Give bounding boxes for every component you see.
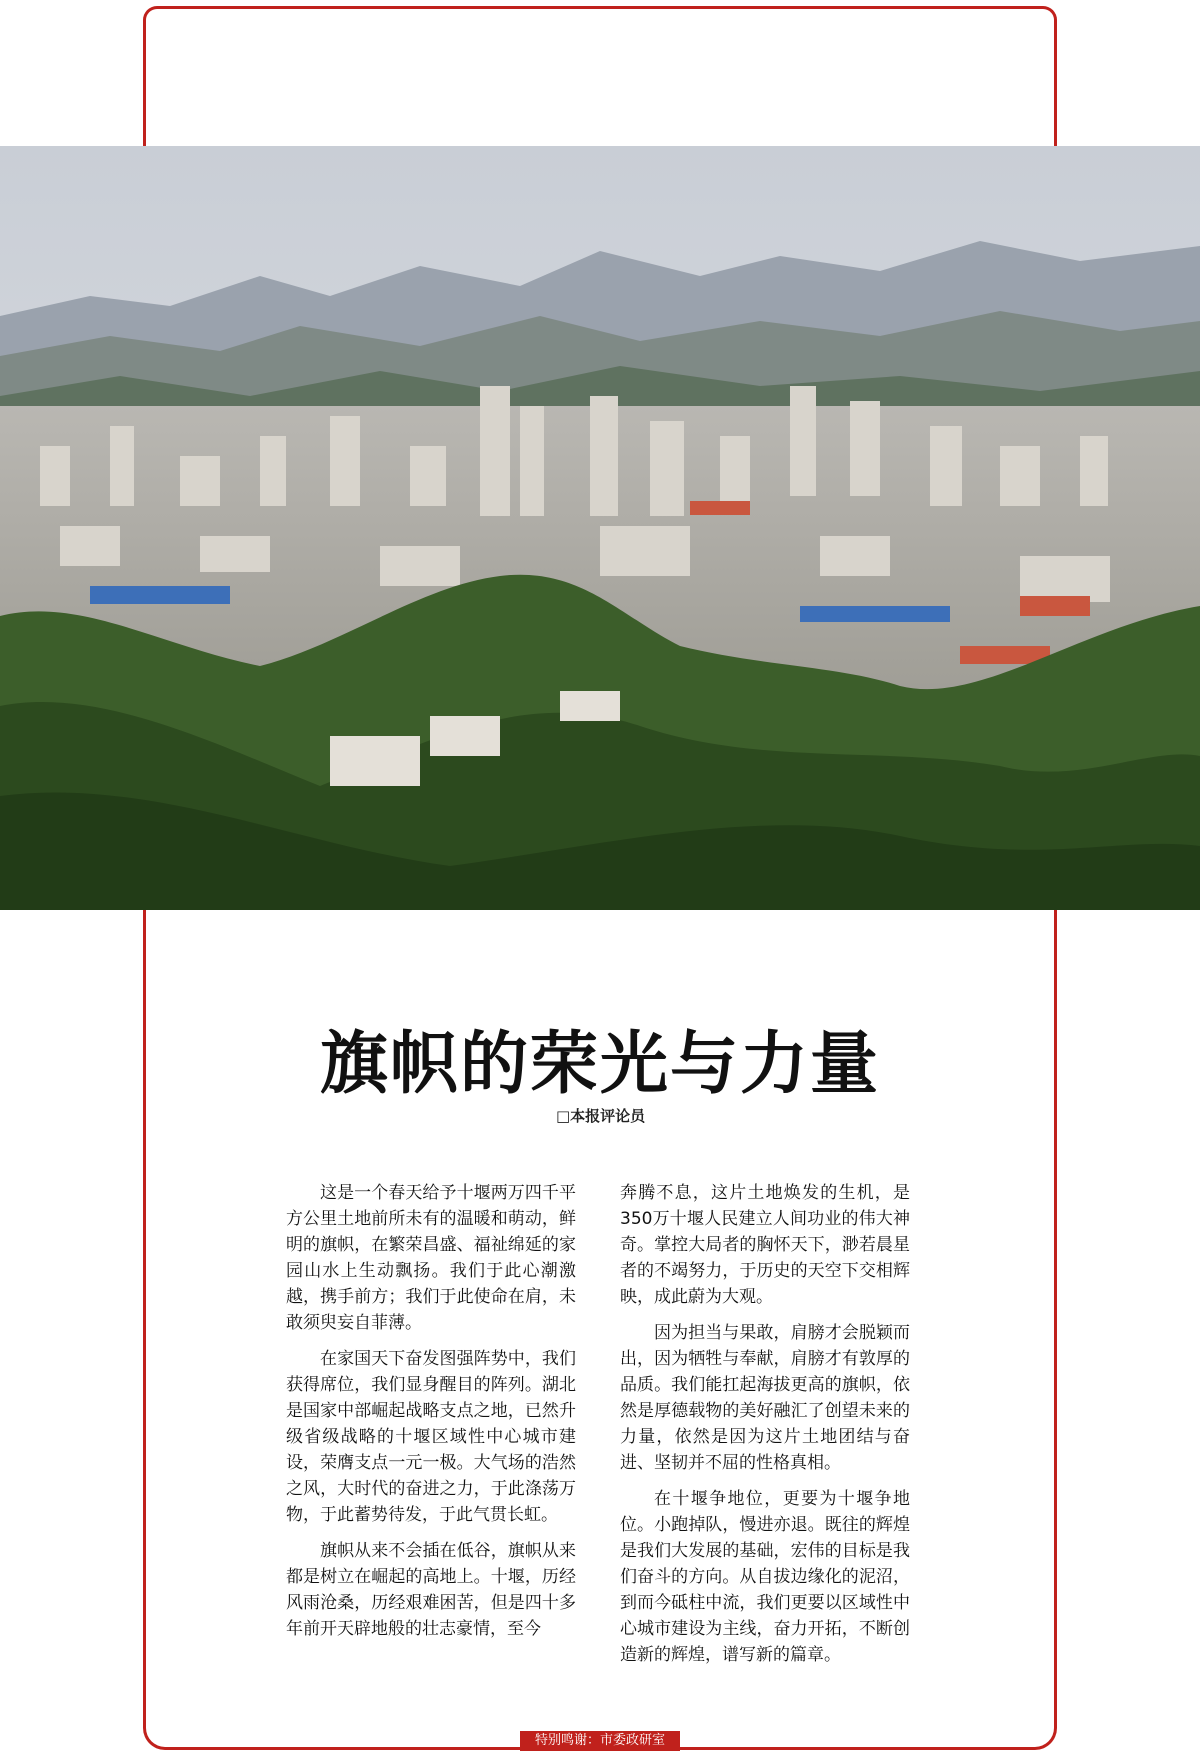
paragraph: 在家国天下奋发图强阵势中，我们获得席位，我们显身醒目的阵列。湖北是国家中部崛起战略支点之地，已然升级省级战略的十堰区域性中心城市建设，荣膺支点一元一极。大气场的浩然之风，大时代的奋进之力，于此涤荡万物，于此蓄势待发，于此气贯长虹。 xyxy=(286,1349,576,1525)
paragraph: 奔腾不息，这片土地焕发的生机，是350万十堰人民建立人间功业的伟大神奇。掌控大局者的胸怀天下，渺若晨星者的不竭努力，于历史的天空下交相辉映，成此蔚为大观。 xyxy=(620,1183,910,1307)
page-frame-top xyxy=(143,6,1057,146)
paragraph: 因为担当与果敢，肩膀才会脱颖而出，因为牺牲与奉献，肩膀才有敦厚的品质。我们能扛起海拔更高的旗帜，依然是厚德载物的美好融汇了创望未来的力量，依然是因为这片土地团结与奋进、坚韧并不屈的性格真相。 xyxy=(620,1323,910,1473)
acknowledgment-badge: 特别鸣谢：市委政研室 xyxy=(520,1731,680,1751)
city-panorama-photo xyxy=(0,146,1200,910)
paragraph: 旗帜从来不会插在低谷，旗帜从来都是树立在崛起的高地上。十堰，历经风雨沧桑，历经艰难困苦，但是四十多年前开天辟地般的壮志豪情，至今 xyxy=(286,1541,576,1639)
paragraph: 在十堰争地位，更要为十堰争地位。小跑掉队，慢进亦退。既往的辉煌是我们大发展的基础，宏伟的目标是我们奋斗的方向。从自拔边缘化的泥沼，到而今砥柱中流，我们更要以区域性中心城市建设为主线，奋力开拓，不断创造新的辉煌，谱写新的篇章。 xyxy=(620,1489,910,1665)
article-body-left-column xyxy=(286,1180,576,1652)
article-byline: □本报评论员 xyxy=(556,1107,646,1125)
article-body-right-column xyxy=(620,1180,910,1678)
paragraph: 这是一个春天给予十堰两万四千平方公里土地前所未有的温暖和萌动，鲜明的旗帜，在繁荣昌盛、福祉绵延的家园山水上生动飘扬。我们于此心潮激越，携手前方；我们于此使命在肩，未敢须臾妄自菲薄。 xyxy=(286,1183,576,1333)
article-title: 旗帜的荣光与力量 xyxy=(319,1024,880,1104)
